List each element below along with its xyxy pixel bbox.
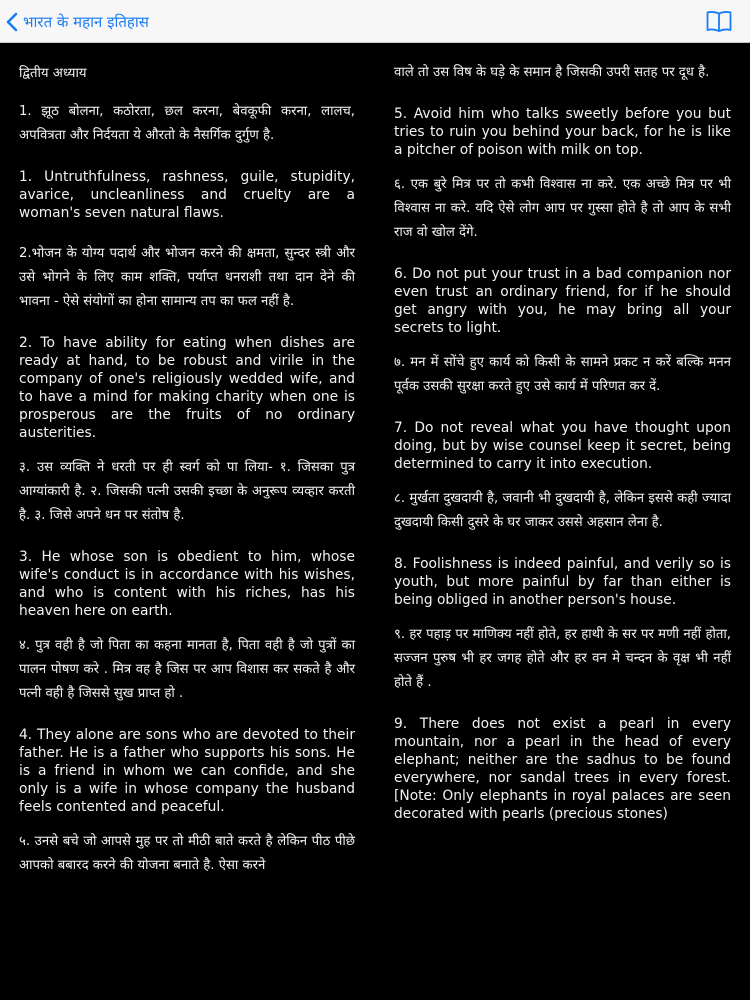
verse-5-hindi: ५. उनसे बचे जो आपसे मुह पर तो मीठी बाते करते है लेकिन पीठ पीछे आपको बबारद करने की योजना बनाते है. ऐसा करने [19,834,355,873]
navigation-bar [0,0,750,43]
back-button[interactable] [6,8,149,36]
verse-1-hindi: 1. झूठ बोलना, कठोरता, छल करना, बेवकूफी करना, लालच, अपवित्रता और निर्दयता ये औरतो के नैसर्गिक दुर्गुण है. [19,104,355,143]
reading-page [0,43,750,1000]
verse-7-hindi: ७. मन में सोंचे हुए कार्य को किसी के सामने प्रकट न करें बल्कि मनन पूर्वक उसकी सुरक्षा करते हुए उसे कार्य में परिणत कर दें. [394,355,731,394]
verse-9-english: 9. There does not exist a pearl in every mountain, nor a pearl in the head of every elephant; neither are the sadhus to be found everywhere, nor sandal trees in every forest. [Note: Only elephants in royal palaces are seen decorated with pearls (precious stones) [394,716,731,822]
verse-1-english: 1. Untruthfulness, rashness, guile, stupidity, avarice, uncleanliness and cruelty are a woman's seven natural flaws. [19,169,355,221]
verse-6-hindi: ६. एक बुरे मित्र पर तो कभी विश्वास ना करे. एक अच्छे मित्र पर भी विश्वास ना करे. यदि ऐसे लोग आप पर गुस्सा होते है तो आप के सभी राज वो खोल देंगे. [394,177,731,240]
verse-6-english: 6. Do not put your trust in a bad companion nor even trust an ordinary friend, for if he should get angry with you, he may bring all your secrets to light. [394,266,731,336]
back-button-label: भारत के महान इतिहास [23,13,149,31]
verse-5-english: 5. Avoid him who talks sweetly before you but tries to ruin you behind your back, for he is like a pitcher of poison with milk on top. [394,106,731,158]
verse-2-hindi: 2.भोजन के योग्य पदार्थ और भोजन करने की क्षमता, सुन्दर स्त्री और उसे भोगने के लिए काम शक्ति, पर्याप्त धनराशी तथा दान देने की भावना - ऐसे संयोगों का होना सामान्य तप का फल नहीं है. [19,246,355,309]
left-column [0,43,375,1000]
verse-7-english: 7. Do not reveal what you have thought upon doing, but by wise counsel keep it secret, being determined to carry it into execution. [394,420,731,472]
chevron-left-icon [6,12,18,32]
verse-4-hindi: ४. पुत्र वही है जो पिता का कहना मानता है, पिता वही है जो पुत्रों का पालन पोषण करे . मित्र वह है जिस पर आप विशास कर सकते है और पत्नी वही है जिससे सुख प्राप्त हो . [19,638,355,701]
verse-9-hindi: ९. हर पहाड़ पर माणिक्य नहीं होते, हर हाथी के सर पर मणी नहीं होता, सज्जन पुरुष भी हर जगह होते और हर वन मे चन्दन के वृक्ष भी नहीं होते हैं . [394,627,731,690]
verse-8-english: 8. Foolishness is indeed painful, and verily so is youth, but more painful by far than either is being obliged in another person's house. [394,556,731,608]
verse-8-hindi: ८. मुर्खता दुखदायी है, जवानी भी दुखदायी है, लेकिन इससे कही ज्यादा दुखदायी किसी दुसरे के घर जाकर उससे अहसान लेना है. [394,491,731,530]
chapter-heading: द्वितीय अध्याय [19,66,87,81]
verse-2-english: 2. To have ability for eating when dishes are ready at hand, to be robust and virile in the company of one's religiously wedded wife, and to have a mind for making charity when one is prosperous are the fruits of no ordinary austerities. [19,335,355,441]
verse-5-hindi-continued: वाले तो उस विष के घड़े के समान है जिसकी उपरी सतह पर दूध है. [394,65,710,80]
right-column [375,43,750,1000]
verse-3-english: 3. He whose son is obedient to him, whose wife's conduct is in accordance with his wishes, and who is content with his riches, has his heaven here on earth. [19,549,355,619]
verse-4-english: 4. They alone are sons who are devoted to their father. He is a father who supports his sons. He is a friend in whom we can confide, and she only is a wife in whose company the husband feels contented and peaceful. [19,727,355,815]
verse-3-hindi: ३. उस व्यक्ति ने धरती पर ही स्वर्ग को पा लिया- १. जिसका पुत्र आग्यांकारी है. २. जिसकी पत्नी उसकी इच्छा के अनुरूप व्यव्हार करती है. ३. जिसे अपने धन पर संतोष है. [19,460,355,523]
reader-mode-button[interactable] [706,10,732,36]
book-icon [706,10,732,32]
